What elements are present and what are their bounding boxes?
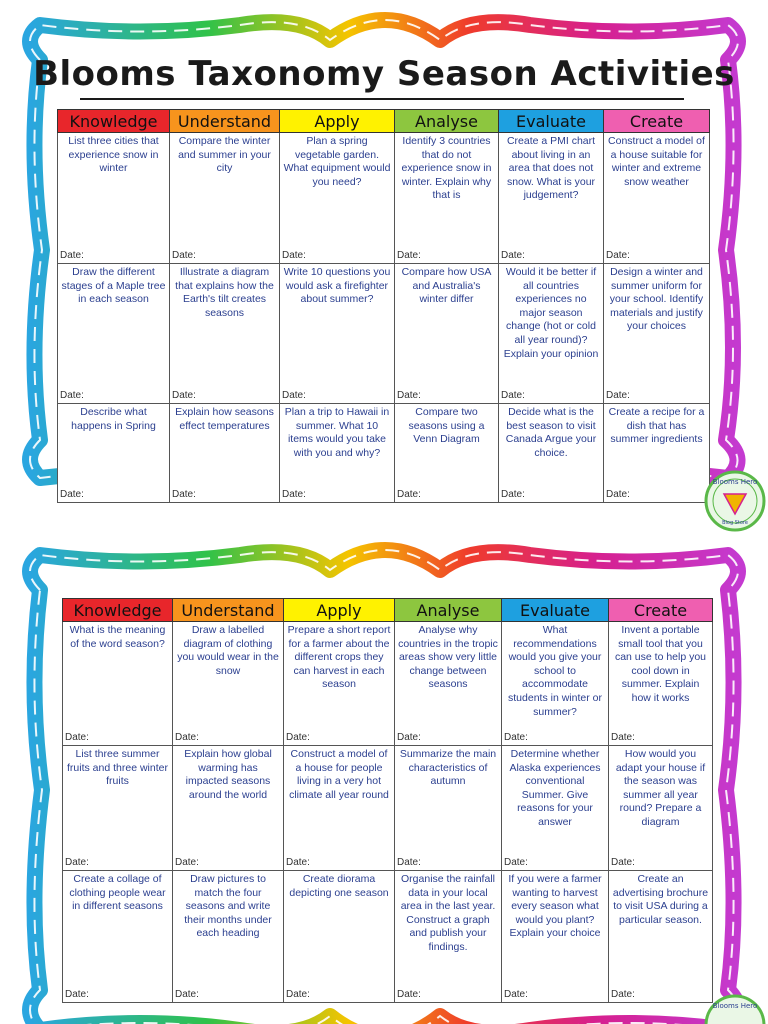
header-analyse: Analyse bbox=[395, 599, 502, 622]
logo-bottom-text: Blog Store bbox=[722, 520, 748, 526]
date-label: Date: bbox=[606, 390, 630, 402]
activity-text: Summarize the main characteristics of autumn bbox=[399, 748, 497, 788]
activity-text: Draw the different stages of a Maple tree in each season bbox=[61, 266, 166, 306]
header-apply: Apply bbox=[280, 110, 395, 133]
activity-text: Describe what happens in Spring bbox=[71, 406, 156, 432]
activity-text: Write 10 questions you would ask a firefighter about summer? bbox=[283, 266, 391, 306]
activity-text: Explain how seasons effect temperatures bbox=[175, 406, 274, 432]
date-label: Date: bbox=[397, 489, 421, 501]
date-label: Date: bbox=[60, 489, 84, 501]
activity-text: How would you adapt your house if the season was summer all year round? Prepare a diagram bbox=[615, 748, 706, 828]
logo-top-text: Blooms Hero bbox=[712, 478, 758, 486]
header-row bbox=[58, 110, 710, 133]
blooms-hero-logo bbox=[704, 470, 766, 532]
activity-text: Invent a portable small tool that you can use to help you cool down in summer. Explain how it works bbox=[614, 624, 707, 704]
activity-cell bbox=[63, 871, 173, 1003]
date-label: Date: bbox=[60, 390, 84, 402]
activity-text: Draw pictures to match the four seasons and write their months under each heading bbox=[184, 873, 272, 940]
activity-text: Create a collage of clothing people wear in different seasons bbox=[69, 873, 166, 913]
activity-text: Identify 3 countries that do not experience snow in winter. Explain why that is bbox=[401, 135, 492, 202]
activity-cell bbox=[604, 264, 710, 404]
activity-text: Construct a model of a house suitable for winter and extreme snow weather bbox=[608, 135, 705, 188]
activity-cell bbox=[604, 133, 710, 264]
activity-text: Plan a trip to Hawaii in summer. What 10 items would you take with you and why? bbox=[284, 406, 390, 459]
activity-cell bbox=[173, 746, 284, 871]
date-label: Date: bbox=[172, 250, 196, 262]
activity-text: List three cities that experience snow in winter bbox=[68, 135, 159, 175]
page-title: Blooms Taxonomy Season Activities bbox=[33, 54, 735, 94]
activity-text: Decide what is the best season to visit Canada Argue your choice. bbox=[505, 406, 597, 459]
activity-cell bbox=[395, 264, 499, 404]
date-label: Date: bbox=[175, 857, 199, 869]
header-evaluate: Evaluate bbox=[502, 599, 609, 622]
header-apply: Apply bbox=[284, 599, 395, 622]
activity-cell bbox=[173, 871, 284, 1003]
date-label: Date: bbox=[611, 732, 635, 744]
table-row bbox=[58, 404, 710, 503]
activity-text: Plan a spring vegetable garden. What equipment would you need? bbox=[283, 135, 391, 188]
activity-cell bbox=[58, 133, 170, 264]
activity-text: Compare how USA and Australia's winter differ bbox=[401, 266, 492, 306]
table-row bbox=[63, 622, 713, 746]
date-label: Date: bbox=[286, 857, 310, 869]
date-label: Date: bbox=[501, 390, 525, 402]
date-label: Date: bbox=[504, 989, 528, 1001]
date-label: Date: bbox=[397, 732, 421, 744]
title-underline bbox=[80, 98, 684, 100]
activities-table-1 bbox=[57, 109, 710, 503]
header-create: Create bbox=[604, 110, 710, 133]
header-knowledge: Knowledge bbox=[63, 599, 173, 622]
activity-text: Draw a labelled diagram of clothing you would wear in the snow bbox=[177, 624, 279, 677]
activity-cell bbox=[63, 622, 173, 746]
header-evaluate: Evaluate bbox=[499, 110, 604, 133]
date-label: Date: bbox=[175, 732, 199, 744]
activity-cell bbox=[609, 622, 713, 746]
date-label: Date: bbox=[611, 857, 635, 869]
activity-text: Explain how global warming has impacted seasons around the world bbox=[184, 748, 272, 801]
activity-text: Prepare a short report for a farmer about the different crops they can harvest in each season bbox=[287, 624, 391, 691]
header-analyse: Analyse bbox=[395, 110, 499, 133]
activity-cell bbox=[395, 746, 502, 871]
date-label: Date: bbox=[60, 250, 84, 262]
activity-cell bbox=[63, 746, 173, 871]
activity-cell bbox=[609, 871, 713, 1003]
date-label: Date: bbox=[606, 489, 630, 501]
activity-text: Create an advertising brochure to visit USA during a particular season. bbox=[612, 873, 709, 926]
activity-cell bbox=[173, 622, 284, 746]
activity-text: If you were a farmer wanting to harvest every season what would you plant? Explain your choice bbox=[508, 873, 602, 940]
date-label: Date: bbox=[282, 250, 306, 262]
date-label: Date: bbox=[397, 857, 421, 869]
header-knowledge: Knowledge bbox=[58, 110, 170, 133]
table-row bbox=[58, 264, 710, 404]
date-label: Date: bbox=[397, 989, 421, 1001]
activity-text: Create a PMI chart about living in an area that does not snow. What is your judgement? bbox=[506, 135, 596, 202]
activity-cell bbox=[280, 264, 395, 404]
activity-cell bbox=[284, 746, 395, 871]
header-understand: Understand bbox=[170, 110, 280, 133]
table-row bbox=[58, 133, 710, 264]
date-label: Date: bbox=[65, 989, 89, 1001]
activity-cell bbox=[395, 622, 502, 746]
date-label: Date: bbox=[397, 250, 421, 262]
activity-text: Would it be better if all countries experiences no major season change (hot or cold all year round)? Explain your opinion bbox=[503, 266, 599, 360]
activity-cell bbox=[170, 264, 280, 404]
activity-cell bbox=[280, 404, 395, 503]
header-understand: Understand bbox=[173, 599, 284, 622]
activity-cell bbox=[609, 746, 713, 871]
blooms-hero-logo-2 bbox=[704, 994, 766, 1024]
date-label: Date: bbox=[282, 489, 306, 501]
activity-text: Illustrate a diagram that explains how the Earth's tilt creates seasons bbox=[175, 266, 274, 319]
date-label: Date: bbox=[286, 989, 310, 1001]
date-label: Date: bbox=[172, 390, 196, 402]
date-label: Date: bbox=[175, 989, 199, 1001]
date-label: Date: bbox=[501, 250, 525, 262]
activity-text: What recommendations would you give your school to accommodate students in winter or summer? bbox=[508, 624, 602, 718]
activity-text: Determine whether Alaska experiences conventional Summer. Give reasons for your answer bbox=[509, 748, 601, 828]
activity-cell bbox=[170, 404, 280, 503]
activity-cell bbox=[395, 404, 499, 503]
activity-cell bbox=[395, 133, 499, 264]
activity-cell bbox=[604, 404, 710, 503]
activity-text: Create diorama depicting one season bbox=[289, 873, 389, 899]
activities-table-2 bbox=[62, 598, 713, 1003]
date-label: Date: bbox=[65, 857, 89, 869]
date-label: Date: bbox=[282, 390, 306, 402]
activity-cell bbox=[395, 871, 502, 1003]
activity-cell bbox=[284, 622, 395, 746]
activity-cell bbox=[170, 133, 280, 264]
header-create: Create bbox=[609, 599, 713, 622]
activity-cell bbox=[280, 133, 395, 264]
date-label: Date: bbox=[286, 732, 310, 744]
activity-text: Compare the winter and summer in your city bbox=[178, 135, 271, 175]
date-label: Date: bbox=[611, 989, 635, 1001]
activity-text: Construct a model of a house for people living in a very hot climate all year round bbox=[289, 748, 389, 801]
activity-text: What is the meaning of the word season? bbox=[69, 624, 166, 650]
activity-cell bbox=[284, 871, 395, 1003]
activity-text: Analyse why countries in the tropic areas show very little change between seasons bbox=[398, 624, 498, 691]
activity-text: Organise the rainfall data in your local area in the last year. Construct a graph and publish your findings. bbox=[400, 873, 496, 953]
activity-text: Create a recipe for a dish that has summer ingredients bbox=[608, 406, 705, 446]
activity-cell bbox=[502, 871, 609, 1003]
activity-cell bbox=[502, 622, 609, 746]
date-label: Date: bbox=[606, 250, 630, 262]
date-label: Date: bbox=[504, 732, 528, 744]
activity-cell bbox=[499, 133, 604, 264]
activity-cell bbox=[499, 404, 604, 503]
activity-cell bbox=[58, 404, 170, 503]
activity-text: Design a winter and summer uniform for your school. Identify materials and justify your choices bbox=[609, 266, 704, 333]
date-label: Date: bbox=[501, 489, 525, 501]
date-label: Date: bbox=[65, 732, 89, 744]
sheet-2 bbox=[0, 520, 768, 1024]
table-row bbox=[63, 871, 713, 1003]
activity-text: List three summer fruits and three winter fruits bbox=[67, 748, 168, 788]
header-row bbox=[63, 599, 713, 622]
logo-top-text: Blooms Hero bbox=[712, 1002, 758, 1010]
activity-cell bbox=[58, 264, 170, 404]
activity-cell bbox=[502, 746, 609, 871]
date-label: Date: bbox=[397, 390, 421, 402]
activity-cell bbox=[499, 264, 604, 404]
date-label: Date: bbox=[172, 489, 196, 501]
table-row bbox=[63, 746, 713, 871]
date-label: Date: bbox=[504, 857, 528, 869]
activity-text: Compare two seasons using a Venn Diagram bbox=[408, 406, 485, 446]
